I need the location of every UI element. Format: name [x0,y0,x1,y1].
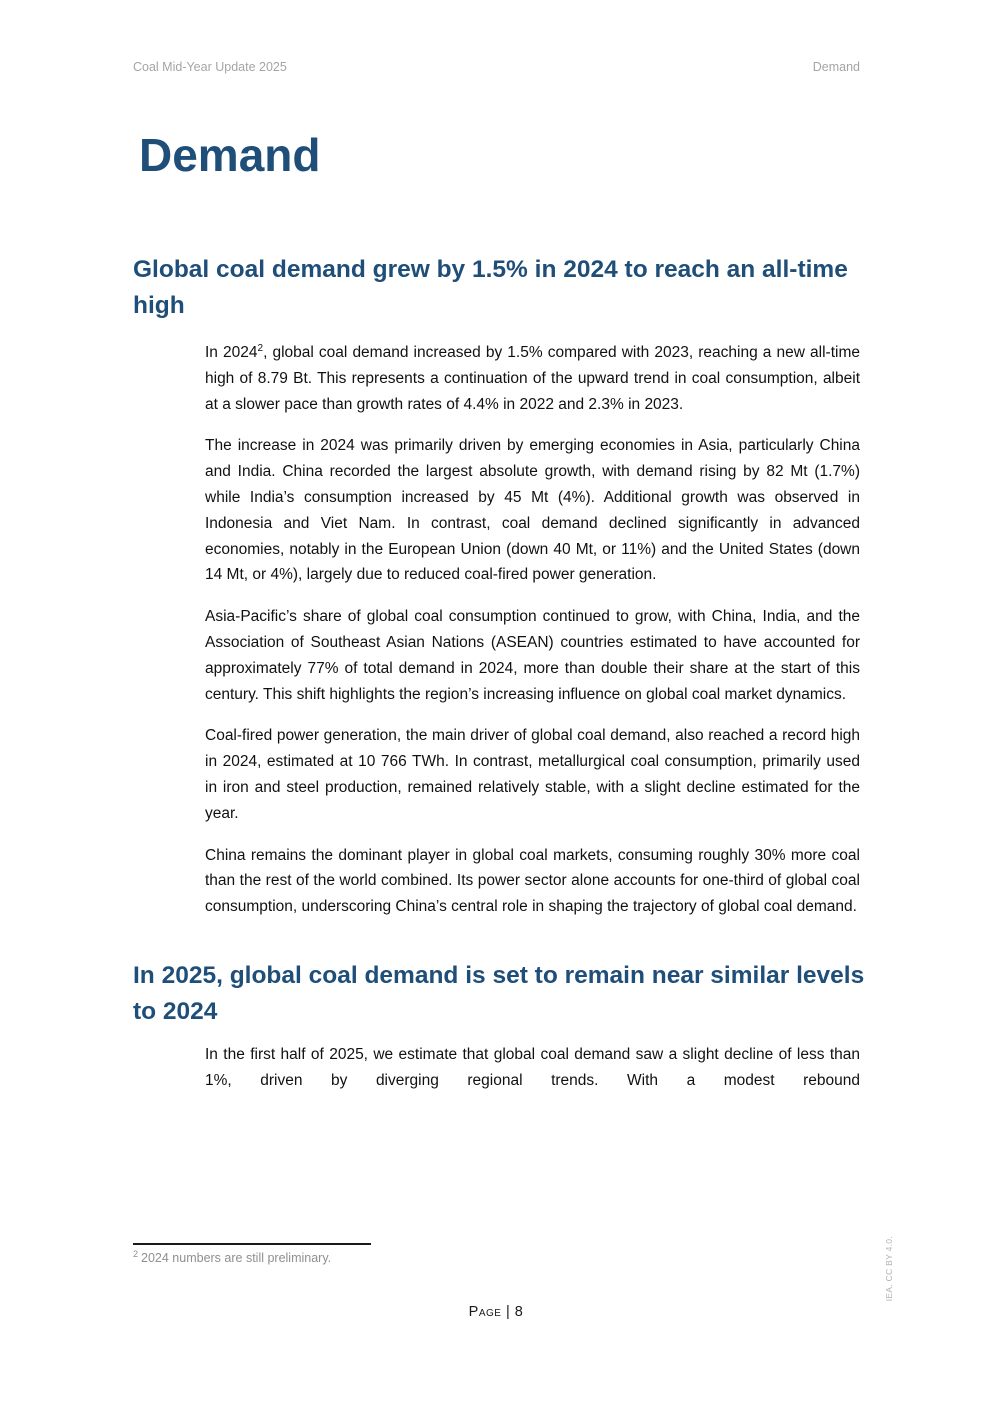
paragraph: China remains the dominant player in global coal markets, consuming roughly 30% more coal than the rest of the world combined. Its power sector alone accounts for one-third of global coal consumption, underscoring China’s central role in shaping the trajectory of global coal demand. [205,846,860,916]
section-global-coal-demand-2024 [133,252,878,920]
section-body [205,1042,860,1094]
copyright-side-note: IEA. CC BY 4.0. [884,1236,894,1302]
paragraph: Coal-fired power generation, the main driver of global coal demand, also reached a record high in 2024, estimated at 10 766 TWh. In contrast, metallurgical coal consumption, primarily used in iron and steel production, remained relatively stable, with a slight decline estimated for the year. [205,727,860,822]
footnote-marker: 2 [133,1248,139,1259]
chapter-title: Demand [139,129,321,181]
paragraph: The increase in 2024 was primarily driven by emerging economies in Asia, particularly China and India. China recorded the largest absolute growth, with demand rising by 82 Mt (1.7%) while India’s consumption increased by 45 Mt (4%). Additional growth was observed in Indonesia and Viet Nam. In contrast, coal demand declined significantly in advanced economies, notably in the European Union (down 40 Mt, or 11%) and the United States (down 14 Mt, or 4%), largely due to reduced coal-fired power generation. [205,437,860,584]
section-body [205,340,860,920]
page-number: Page | 8 [468,1304,524,1320]
page-footer [0,1304,992,1320]
page-content [133,128,878,1094]
footnote-ref: 2 [257,342,264,354]
section-heading: In 2025, global coal demand is set to remain near similar levels to 2024 [133,961,865,1025]
footnote [133,1248,371,1265]
paragraph: Asia-Pacific’s share of global coal consumption continued to grow, with China, India, and the Association of Southeast Asian Nations (ASEAN) countries estimated to have accounted for approximately 77% of total demand in 2024, more than double their share at the start of this century. This shift highlights the region’s increasing influence on global coal market dynamics. [205,608,860,703]
running-header [133,60,860,74]
section-heading: Global coal demand grew by 1.5% in 2024 to reach an all-time high [133,256,848,319]
footnote-divider [133,1243,371,1245]
running-header-right: Demand [812,60,860,74]
paragraph-text: In 2024 [205,344,258,361]
footnote-block [133,1243,371,1265]
running-header-left: Coal Mid-Year Update 2025 [133,60,287,74]
paragraph: In the first half of 2025, we estimate that global coal demand saw a slight decline of less than 1%, driven by diverging regional trends. With a modest rebound [205,1045,860,1089]
footnote-text: 2024 numbers are still preliminary. [141,1251,332,1265]
paragraph [205,340,860,417]
paragraph-text: , global coal demand increased by 1.5% compared with 2023, reaching a new all-time high of 8.79 Bt. This represents a continuation of the upward trend in coal consumption, albeit at a slower pace than growth rates of 4.4% in 2022 and 2.3% in 2023. [205,344,860,413]
section-global-coal-demand-2025 [133,958,878,1094]
